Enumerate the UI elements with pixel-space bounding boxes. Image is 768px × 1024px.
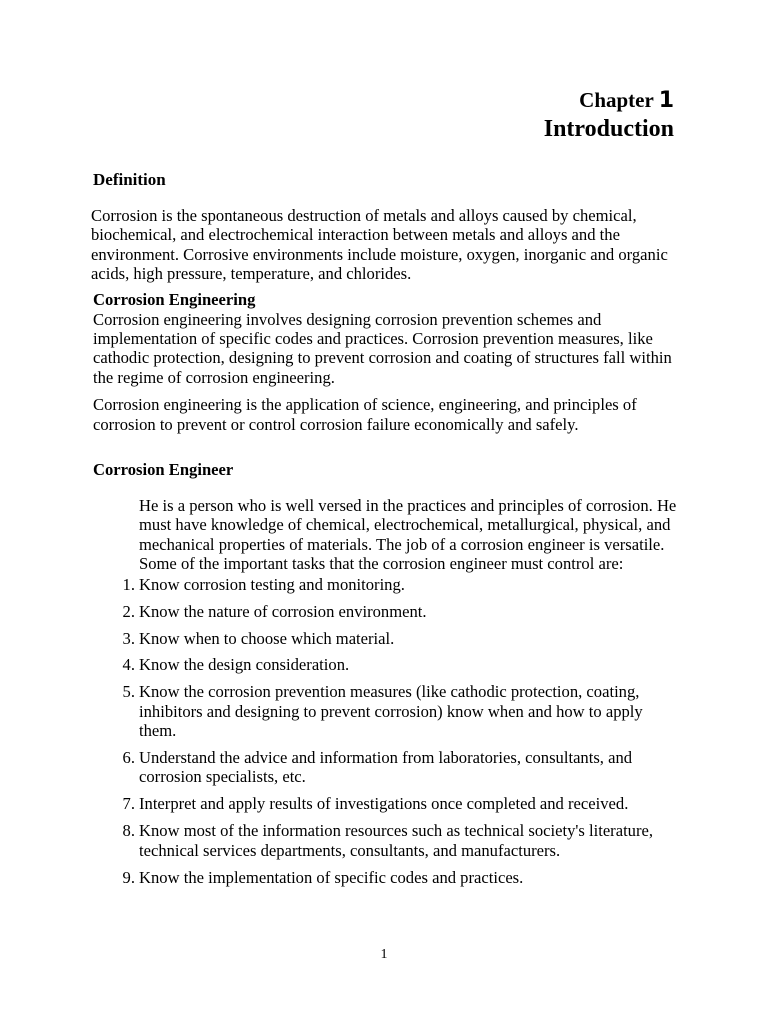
document-body [93,169,683,894]
task-list [93,575,683,887]
list-item-text: Know the design consideration. [139,655,350,675]
chapter-header [544,86,674,143]
corrosion-engineer-heading: Corrosion Engineer [93,460,234,480]
list-item-number: 1. [122,574,135,594]
list-item-number: 3. [122,628,135,648]
list-item-number: 4. [122,655,135,675]
list-item [93,821,683,860]
definition-paragraph: Corrosion is the spontaneous destruction of metals and alloys caused by chemical, biochemical, and electrochemical interaction between metals and alloys and the environment. Corrosive environments include moisture, oxygen, inorganic and organic acids, high pressure, temperature, and chlorides. [91,206,668,284]
page-number: 1 [380,947,388,962]
list-item-text: Interpret and apply results of investigations once completed and received. [139,794,629,814]
corrosion-engineering-paragraph-1: Corrosion engineering involves designing corrosion prevention schemes and implementation of specific codes and practices. Corrosion prevention measures, like cathodic protection, designing to prevent corrosion and coating of structures fall within the regime of corrosion engineering. [93,309,672,387]
list-item-text: Know the nature of corrosion environment. [139,601,427,621]
list-item-text: Know when to choose which material. [139,628,395,648]
list-item-number: 5. [122,682,135,702]
list-item-number: 6. [122,748,135,768]
list-item [93,748,683,787]
list-item-text: Know the corrosion prevention measures (like cathodic protection, coating, inhibitors and designing to prevent corrosion) know when and how to apply them. [139,682,643,741]
chapter-label [544,86,674,115]
list-item [93,602,683,621]
list-item [93,682,683,740]
list-item-text: Know the implementation of specific codes and practices. [139,867,524,887]
definition-heading: Definition [93,170,166,189]
list-item [93,794,683,813]
list-item [93,655,683,674]
list-item-text: Know most of the information resources such as technical society's literature, technical services departments, consultants, and manufacturers. [139,821,654,860]
list-item-text: Understand the advice and information from laboratories, consultants, and corrosion specialists, etc. [139,748,633,787]
list-item [93,575,683,594]
list-item-number: 8. [122,821,135,841]
list-item-text: Know corrosion testing and monitoring. [139,574,405,594]
corrosion-engineer-intro: He is a person who is well versed in the practices and principles of corrosion. He must have knowledge of chemical, electrochemical, metallurgical, physical, and mechanical properties of materials. The job of a corrosion engineer is versatile. Some of the important tasks that the corrosion engineer must control are: [139,496,677,574]
list-item [93,629,683,648]
corrosion-engineering-paragraph-2: Corrosion engineering is the application of science, engineering, and principles of corrosion to prevent or control corrosion failure economically and safely. [93,395,637,434]
chapter-number: 1 [658,88,674,113]
corrosion-engineering-heading: Corrosion Engineering [93,289,256,309]
list-item [93,868,683,887]
list-item-number: 2. [122,601,135,621]
chapter-word: Chapter [579,88,654,112]
chapter-title: Introduction [543,116,674,142]
list-item-number: 7. [122,794,135,814]
list-item-number: 9. [122,867,135,887]
